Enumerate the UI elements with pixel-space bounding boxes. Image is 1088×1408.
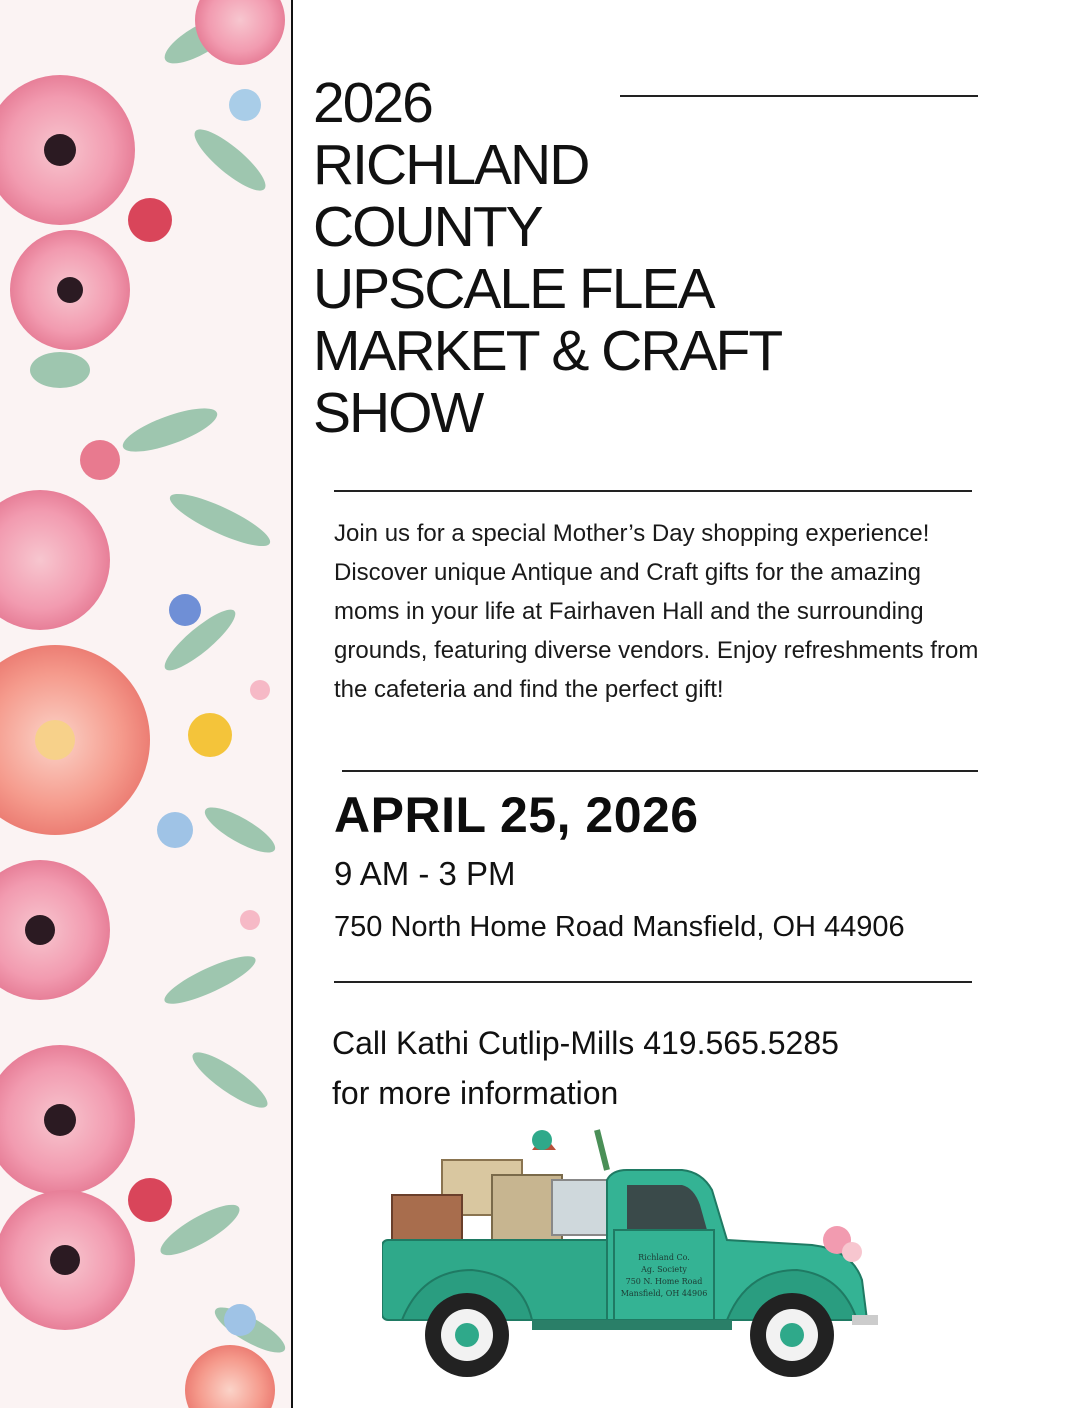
title-line: SHOW (313, 381, 483, 445)
event-description: Join us for a special Mother’s Day shopping experience! Discover unique Antique and Craft gifts for the amazing moms in your life at Fairhaven Hall and the surrounding grounds, featuring diverse vendors. Enjoy refreshments from the cafeteria and find the perfect gift! (334, 520, 979, 703)
vertical-divider (291, 0, 293, 1408)
event-title (313, 72, 873, 444)
title-line: 2026 (313, 71, 432, 135)
door-text: Ag. Society (641, 1265, 687, 1274)
divider-rule (334, 490, 972, 492)
event-address: 750 North Home Road Mansfield, OH 44906 (334, 911, 905, 943)
title-line: MARKET & CRAFT (313, 319, 782, 383)
top-rule (620, 95, 978, 97)
contact-line: Call Kathi Cutlip-Mills 419.565.5285 (332, 1025, 839, 1061)
vintage-truck-illustration (382, 1120, 882, 1390)
title-line: UPSCALE FLEA (313, 257, 714, 321)
contact-line: for more information (332, 1075, 619, 1111)
truck-icon (382, 1120, 882, 1390)
divider-rule (334, 981, 972, 983)
event-date: APRIL 25, 2026 (334, 787, 699, 843)
door-text: 750 N. Home Road (625, 1277, 703, 1286)
contact-info (332, 1018, 972, 1118)
title-line: RICHLAND (313, 133, 589, 197)
event-time: 9 AM - 3 PM (334, 855, 516, 892)
door-text: Richland Co. (638, 1253, 690, 1262)
door-text: Mansfield, OH 44906 (620, 1289, 708, 1298)
divider-rule (342, 770, 978, 772)
floral-border (0, 0, 292, 1408)
title-line: COUNTY (313, 195, 542, 259)
floral-illustration (0, 0, 292, 1408)
